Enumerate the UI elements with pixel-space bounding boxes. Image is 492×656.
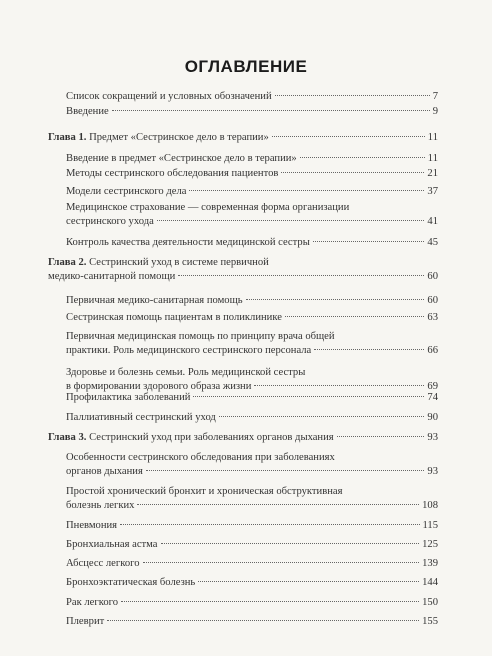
toc-entry xyxy=(66,90,438,104)
toc-entry-text xyxy=(66,576,195,590)
toc-entry-title: Профилактика заболеваний xyxy=(66,392,191,403)
toc-entry-text xyxy=(66,344,311,358)
dot-leader xyxy=(120,524,419,525)
dot-leader xyxy=(137,504,419,505)
page-number: 60 xyxy=(427,270,438,282)
page-number: 11 xyxy=(427,153,438,164)
toc-entry-title: органов дыхания xyxy=(66,465,143,477)
toc-entry-title: сестринского ухода xyxy=(66,215,154,227)
page-number: 93 xyxy=(427,432,438,443)
dot-leader xyxy=(198,581,419,582)
chapter-label: Глава 3. xyxy=(48,432,87,443)
toc-entry-title: Первичная медико-санитарная помощь xyxy=(66,295,243,306)
toc-entry-title: Введение в предмет «Сестринское дело в терапии» xyxy=(66,153,297,164)
dot-leader xyxy=(143,562,420,563)
page-number: 125 xyxy=(422,539,438,550)
page-number: 74 xyxy=(427,392,438,403)
page-number: 37 xyxy=(427,186,438,197)
dot-leader xyxy=(337,436,425,437)
toc-entry-title: Введение xyxy=(66,106,109,117)
toc-entry-title: в формировании здорового образа жизни xyxy=(66,380,252,392)
toc-entry-title: Контроль качества деятельности медицинской сестры xyxy=(66,237,310,248)
toc-entry xyxy=(66,366,438,393)
toc-entry-text xyxy=(66,499,134,513)
toc-entry-first-line xyxy=(66,451,438,465)
toc-entry xyxy=(66,391,438,405)
toc-entry-text xyxy=(66,391,190,405)
toc-entry-text-line1: Простой хронический бронхит и хроническая обструктивная xyxy=(66,486,343,497)
toc-entry xyxy=(66,105,438,119)
toc-entry xyxy=(66,167,438,181)
dot-leader xyxy=(219,416,425,417)
toc-entry-text xyxy=(66,236,310,250)
page-number: 60 xyxy=(427,295,438,306)
toc-entry-title: Рак легкого xyxy=(66,597,119,608)
dot-leader xyxy=(272,136,425,137)
toc-chapter-entry xyxy=(48,431,438,445)
dot-leader xyxy=(121,601,419,602)
toc-entry xyxy=(66,615,438,629)
toc-entry-text xyxy=(66,294,243,308)
dot-leader xyxy=(281,172,424,173)
page-number: 11 xyxy=(427,132,438,143)
toc-entry-title: Модели сестринского дела xyxy=(66,186,187,197)
toc-entry-text xyxy=(66,615,104,629)
toc-entry-text xyxy=(66,215,154,229)
dot-leader xyxy=(193,396,424,397)
toc-entry-text xyxy=(66,557,140,571)
toc-entry xyxy=(66,557,438,571)
toc-entry-title: Методы сестринского обследования пациентов xyxy=(66,168,279,179)
toc-entry-text xyxy=(66,411,216,425)
toc-entry-text-line1: Сестринский уход в системе первичной xyxy=(89,257,269,268)
page-number: 144 xyxy=(422,577,438,588)
toc-entry-first-line xyxy=(66,485,438,499)
toc-entry xyxy=(66,236,438,250)
dot-leader xyxy=(157,220,425,221)
toc-entry-first-line xyxy=(48,256,438,270)
toc-entry-first-line xyxy=(66,330,438,344)
page-number: 21 xyxy=(427,168,438,179)
toc-entry-text-line1: Первичная медицинская помощь по принципу врача общей xyxy=(66,331,335,342)
page-number: 93 xyxy=(427,465,438,477)
dot-leader xyxy=(246,299,425,300)
page-number: 63 xyxy=(427,312,438,323)
dot-leader xyxy=(107,620,419,621)
page-number: 41 xyxy=(427,215,438,227)
toc-entry-text xyxy=(66,185,186,199)
page-number: 90 xyxy=(427,412,438,423)
toc-entry-text xyxy=(48,131,269,145)
toc-entry-first-line xyxy=(66,366,438,380)
toc-entry-title: Сестринский уход при заболеваниях органов дыхания xyxy=(89,432,334,443)
toc-chapter-entry xyxy=(48,131,438,145)
toc-entry xyxy=(66,596,438,610)
toc-entry xyxy=(66,185,438,199)
dot-leader xyxy=(189,190,424,191)
toc-entry xyxy=(66,519,438,533)
toc-entry-text xyxy=(66,311,282,325)
dot-leader xyxy=(112,110,430,111)
page-number: 9 xyxy=(432,106,438,117)
toc-entry xyxy=(66,152,438,166)
dot-leader xyxy=(161,543,420,544)
toc-entry-title: Плеврит xyxy=(66,616,105,627)
toc-entry-text xyxy=(66,538,158,552)
toc-entry xyxy=(66,576,438,590)
toc-entry-text xyxy=(66,90,272,104)
toc-entry-text-line1: Здоровье и болезнь семьи. Роль медицинской сестры xyxy=(66,367,306,378)
page-number: 69 xyxy=(427,380,438,392)
dot-leader xyxy=(314,349,424,350)
toc-entry-title: Пневмония xyxy=(66,520,118,531)
dot-leader xyxy=(275,95,430,96)
toc-entry-text xyxy=(66,152,297,166)
toc-entry-text xyxy=(66,596,118,610)
page-number: 150 xyxy=(422,597,438,608)
toc-entry-text xyxy=(66,519,117,533)
page-number: 45 xyxy=(427,237,438,248)
chapter-label: Глава 1. xyxy=(48,132,87,143)
dot-leader xyxy=(146,470,425,471)
toc-entry xyxy=(66,411,438,425)
toc-entry-text xyxy=(66,167,278,181)
toc-entry-title: медико-санитарной помощи xyxy=(48,270,176,282)
toc-entry-title: Бронхиальная астма xyxy=(66,539,158,550)
dot-leader xyxy=(313,241,425,242)
chapter-label: Глава 2. xyxy=(48,257,87,268)
toc-entry-text xyxy=(66,465,143,479)
toc-chapter-entry xyxy=(48,256,438,283)
toc-entry xyxy=(66,330,438,357)
toc-entry-title: болезнь легких xyxy=(66,499,135,511)
dot-leader xyxy=(254,385,424,386)
page-number: 7 xyxy=(432,91,438,102)
toc-entry xyxy=(66,485,438,512)
toc-entry xyxy=(66,311,438,325)
page-number: 155 xyxy=(422,616,438,627)
page-number: 115 xyxy=(422,520,438,531)
page-title: ОГЛАВЛЕНИЕ xyxy=(184,57,308,76)
toc-entry xyxy=(66,201,438,228)
toc-entry-text xyxy=(48,431,334,445)
page-number: 108 xyxy=(422,499,438,511)
toc-entry-text-line1: Особенности сестринского обследования при заболеваниях xyxy=(66,452,335,463)
toc-entry-title: Бронхоэктатическая болезнь xyxy=(66,577,196,588)
toc-entry-title: Список сокращений и условных обозначений xyxy=(66,91,272,102)
page-number: 66 xyxy=(427,344,438,356)
dot-leader xyxy=(178,275,424,276)
toc-entry xyxy=(66,451,438,478)
toc-entry-text xyxy=(48,270,175,284)
toc-entry-title: Абсцесс легкого xyxy=(66,558,140,569)
dot-leader xyxy=(285,316,424,317)
toc-entry xyxy=(66,538,438,552)
toc-entry-title: Паллиативный сестринский уход xyxy=(66,412,216,423)
dot-leader xyxy=(300,157,425,158)
toc-entry-text-line1: Медицинское страхование — современная форма организации xyxy=(66,202,350,213)
page-number: 139 xyxy=(422,558,438,569)
toc-entry-first-line xyxy=(66,201,438,215)
toc-entry-title: Сестринская помощь пациентам в поликлинике xyxy=(66,312,282,323)
toc-entry-title: практики. Роль медицинского сестринского персонала xyxy=(66,344,312,356)
toc-entry-text xyxy=(66,105,109,119)
toc-entry-title: Предмет «Сестринское дело в терапии» xyxy=(89,132,269,143)
toc-entry xyxy=(66,294,438,308)
